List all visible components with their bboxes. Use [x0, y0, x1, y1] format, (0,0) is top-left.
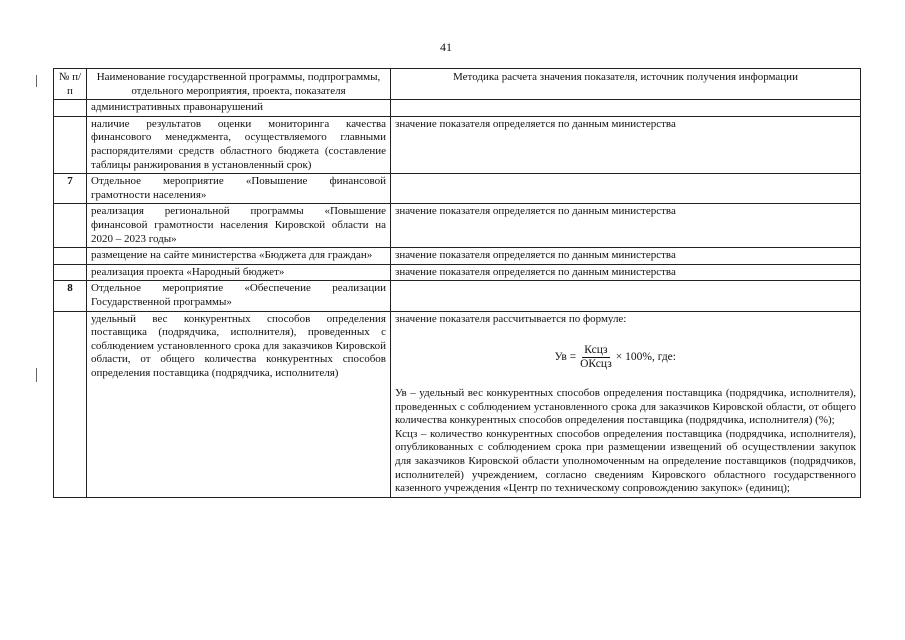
- formula-rhs: × 100%, где:: [615, 350, 676, 363]
- row-num: [54, 264, 87, 281]
- page-number: 41: [440, 40, 452, 54]
- row-num: 8: [54, 281, 87, 311]
- formula-denominator: ОКсцз: [580, 358, 612, 371]
- methodology-table: [53, 68, 861, 498]
- margin-mark: [36, 75, 37, 87]
- table-row: [54, 174, 861, 204]
- header-method: Методика расчета значения показателя, источник получения информации: [391, 69, 861, 100]
- row-method: значение показателя определяется по данным министерства: [391, 204, 861, 248]
- table-header-row: [54, 69, 861, 100]
- row-method: значение показателя определяется по данным министерства: [391, 248, 861, 265]
- formula-lhs: Ув =: [554, 350, 577, 363]
- row-method: значение показателя определяется по данным министерства: [391, 116, 861, 173]
- row-num: [54, 311, 87, 497]
- row-name: Отдельное мероприятие «Повышение финансовой грамотности населения»: [87, 174, 391, 204]
- definition-uv: Ув – удельный вес конкурентных способов определения поставщика (подрядчика, исполнителя), проведенных с соблюдением установленного срока для заказчиков Кировской области, от общего количества конкурентных способов определения поставщика (подрядчика, исполнителя) (%);: [395, 387, 856, 427]
- header-num: № п/п: [54, 69, 87, 100]
- header-name: Наименование государственной программы, подпрограммы, отдельного мероприятия, проекта, показателя: [87, 69, 391, 100]
- row-method: значение показателя определяется по данным министерства: [391, 264, 861, 281]
- formula-numerator: Ксцз: [584, 344, 608, 357]
- row-num: [54, 248, 87, 265]
- table-row: [54, 311, 861, 497]
- row-name: размещение на сайте министерства «Бюджета для граждан»: [87, 248, 391, 265]
- table-row: [54, 264, 861, 281]
- method-intro: значение показателя рассчитывается по формуле:: [395, 312, 627, 325]
- row-name: реализация региональной программы «Повышение финансовой грамотности населения Кировской области на 2020 – 2023 годы»: [87, 204, 391, 248]
- row-name: реализация проекта «Народный бюджет»: [87, 264, 391, 281]
- row-method: [391, 281, 861, 311]
- table-row: [54, 100, 861, 117]
- table-row: [54, 116, 861, 173]
- table-row: [54, 248, 861, 265]
- row-num: 7: [54, 174, 87, 204]
- row-num: [54, 100, 87, 117]
- row-num: [54, 204, 87, 248]
- formula: [554, 344, 676, 371]
- row-name: наличие результатов оценки мониторинга качества финансового менеджмента, осуществляемого главными распорядителями средств областного бюджета (составление таблицы ранжирования в установленный срок): [87, 116, 391, 173]
- row-method: [391, 174, 861, 204]
- table-row: [54, 204, 861, 248]
- row-method-formula: [391, 311, 861, 497]
- row-num: [54, 116, 87, 173]
- margin-mark: [36, 368, 37, 382]
- formula-block: [395, 326, 856, 387]
- definition-ksz: Ксцз – количество конкурентных способов определения поставщика (подрядчика, исполнителя), опубликованных с соблюдением срока при размещении извещений об осуществлении закупок для заказчиков Кировской области уполномоченным на определение поставщиков (подрядчиков, исполнителей) учреждением, согласно сведениям Кировского областного государственного казенного учреждения «Центр по техническому сопровождению закупок» (единиц);: [395, 427, 856, 495]
- row-name: административных правонарушений: [87, 100, 391, 117]
- formula-fraction: [578, 344, 614, 371]
- table-row: [54, 281, 861, 311]
- row-method: [391, 100, 861, 117]
- row-name: Отдельное мероприятие «Обеспечение реализации Государственной программы»: [87, 281, 391, 311]
- row-name: удельный вес конкурентных способов определения поставщика (подрядчика, исполнителя), проведенных с соблюдением установленного срока для заказчиков Кировской области, от общего количества конкурентных способов определения поставщика (подрядчика, исполнителя): [87, 311, 391, 497]
